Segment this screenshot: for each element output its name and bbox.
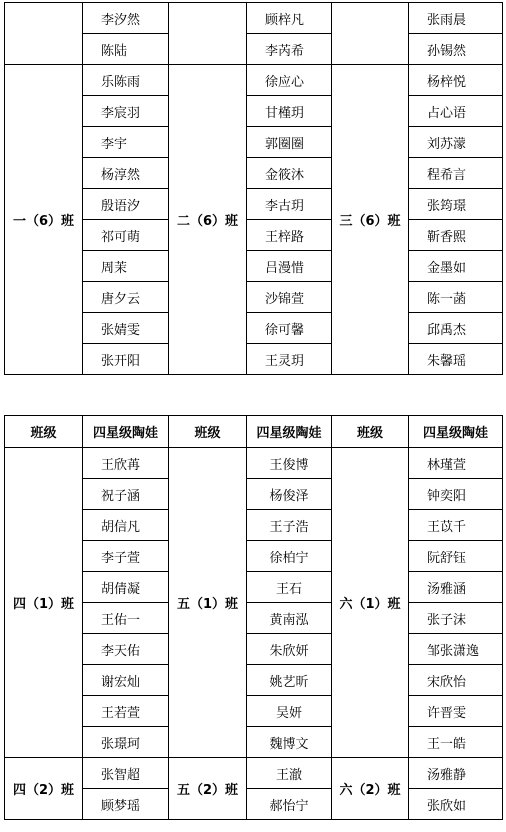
student-name: 金墨如 [409, 251, 503, 282]
class-label: 五（1）班 [169, 448, 247, 758]
student-name: 张筠璟 [409, 189, 503, 220]
student-name: 顾梓凡 [247, 3, 332, 34]
student-name: 王欣苒 [83, 448, 169, 479]
student-name: 占心语 [409, 96, 503, 127]
student-name: 魏博文 [247, 727, 332, 758]
class-label: 四（2）班 [5, 758, 83, 820]
student-name: 王若萱 [83, 696, 169, 727]
student-name: 宋欣怡 [409, 665, 503, 696]
student-name: 胡倩凝 [83, 572, 169, 603]
student-name: 甘槿玥 [247, 96, 332, 127]
column-header: 四星级陶娃 [83, 416, 169, 448]
student-name: 殷语汐 [83, 189, 169, 220]
student-name: 王子浩 [247, 510, 332, 541]
class-label: 六（1）班 [332, 448, 409, 758]
table-row [5, 65, 503, 96]
column-header: 班级 [332, 416, 409, 448]
student-name: 谢宏灿 [83, 665, 169, 696]
student-name: 李宸羽 [83, 96, 169, 127]
student-name: 陈陆 [83, 34, 169, 65]
student-name: 吕漫惜 [247, 251, 332, 282]
class-label: 四（1）班 [5, 448, 83, 758]
student-name: 周茉 [83, 251, 169, 282]
student-name: 祁可萌 [83, 220, 169, 251]
table-row [5, 3, 503, 34]
student-name: 李汐然 [83, 3, 169, 34]
student-name: 李古玥 [247, 189, 332, 220]
class-cell-empty [169, 3, 247, 65]
student-name: 邱禹杰 [409, 313, 503, 344]
student-name: 张欣如 [409, 789, 503, 820]
student-name: 钟奕阳 [409, 479, 503, 510]
class-label: 二（6）班 [169, 65, 247, 375]
student-name: 张子沫 [409, 603, 503, 634]
column-header: 四星级陶娃 [409, 416, 503, 448]
student-name: 王石 [247, 572, 332, 603]
student-name: 汤雅涵 [409, 572, 503, 603]
student-name: 沙锦萱 [247, 282, 332, 313]
student-name: 王灵玥 [247, 344, 332, 375]
student-name: 乐陈雨 [83, 65, 169, 96]
student-name: 祝子涵 [83, 479, 169, 510]
student-name: 邹张潇逸 [409, 634, 503, 665]
header-row [5, 416, 503, 448]
class-label: 五（2）班 [169, 758, 247, 820]
student-name: 王梓路 [247, 220, 332, 251]
student-name: 黄南泓 [247, 603, 332, 634]
table-row [5, 758, 503, 789]
student-name: 姚艺昕 [247, 665, 332, 696]
class-roster-table-bottom [4, 415, 503, 820]
table-row [5, 448, 503, 479]
student-name: 阮舒钰 [409, 541, 503, 572]
student-name: 朱馨瑶 [409, 344, 503, 375]
student-name: 杨俊泽 [247, 479, 332, 510]
student-name: 陈一菡 [409, 282, 503, 313]
student-name: 胡信凡 [83, 510, 169, 541]
student-name: 金筱沐 [247, 158, 332, 189]
column-header: 班级 [169, 416, 247, 448]
class-label: 一（6）班 [5, 65, 83, 375]
student-name: 张婧雯 [83, 313, 169, 344]
student-name: 林瑾萱 [409, 448, 503, 479]
student-name: 杨梓悦 [409, 65, 503, 96]
student-name: 汤雅静 [409, 758, 503, 789]
student-name: 郝怡宁 [247, 789, 332, 820]
student-name: 李芮希 [247, 34, 332, 65]
student-name: 王俊博 [247, 448, 332, 479]
column-header: 四星级陶娃 [247, 416, 332, 448]
student-name: 朱欣妍 [247, 634, 332, 665]
student-name: 郭圈圈 [247, 127, 332, 158]
student-name: 张开阳 [83, 344, 169, 375]
student-name: 徐柏宁 [247, 541, 332, 572]
student-name: 李宇 [83, 127, 169, 158]
class-label: 三（6）班 [332, 65, 409, 375]
class-cell-empty [5, 3, 83, 65]
student-name: 王一皓 [409, 727, 503, 758]
student-name: 张璟珂 [83, 727, 169, 758]
student-name: 刘苏濛 [409, 127, 503, 158]
student-name: 许晋雯 [409, 696, 503, 727]
student-name: 张雨晨 [409, 3, 503, 34]
student-name: 张智超 [83, 758, 169, 789]
student-name: 王澈 [247, 758, 332, 789]
student-name: 王苡千 [409, 510, 503, 541]
student-name: 徐可馨 [247, 313, 332, 344]
student-name: 唐夕云 [83, 282, 169, 313]
student-name: 杨淳然 [83, 158, 169, 189]
class-cell-empty [332, 3, 409, 65]
student-name: 李子萱 [83, 541, 169, 572]
column-header: 班级 [5, 416, 83, 448]
student-name: 孙锡然 [409, 34, 503, 65]
class-label: 六（2）班 [332, 758, 409, 820]
student-name: 顾梦瑶 [83, 789, 169, 820]
student-name: 吴妍 [247, 696, 332, 727]
student-name: 程希言 [409, 158, 503, 189]
student-name: 徐应心 [247, 65, 332, 96]
student-name: 李天佑 [83, 634, 169, 665]
student-name: 王佑一 [83, 603, 169, 634]
student-name: 靳香熙 [409, 220, 503, 251]
class-roster-table-top [4, 2, 503, 375]
